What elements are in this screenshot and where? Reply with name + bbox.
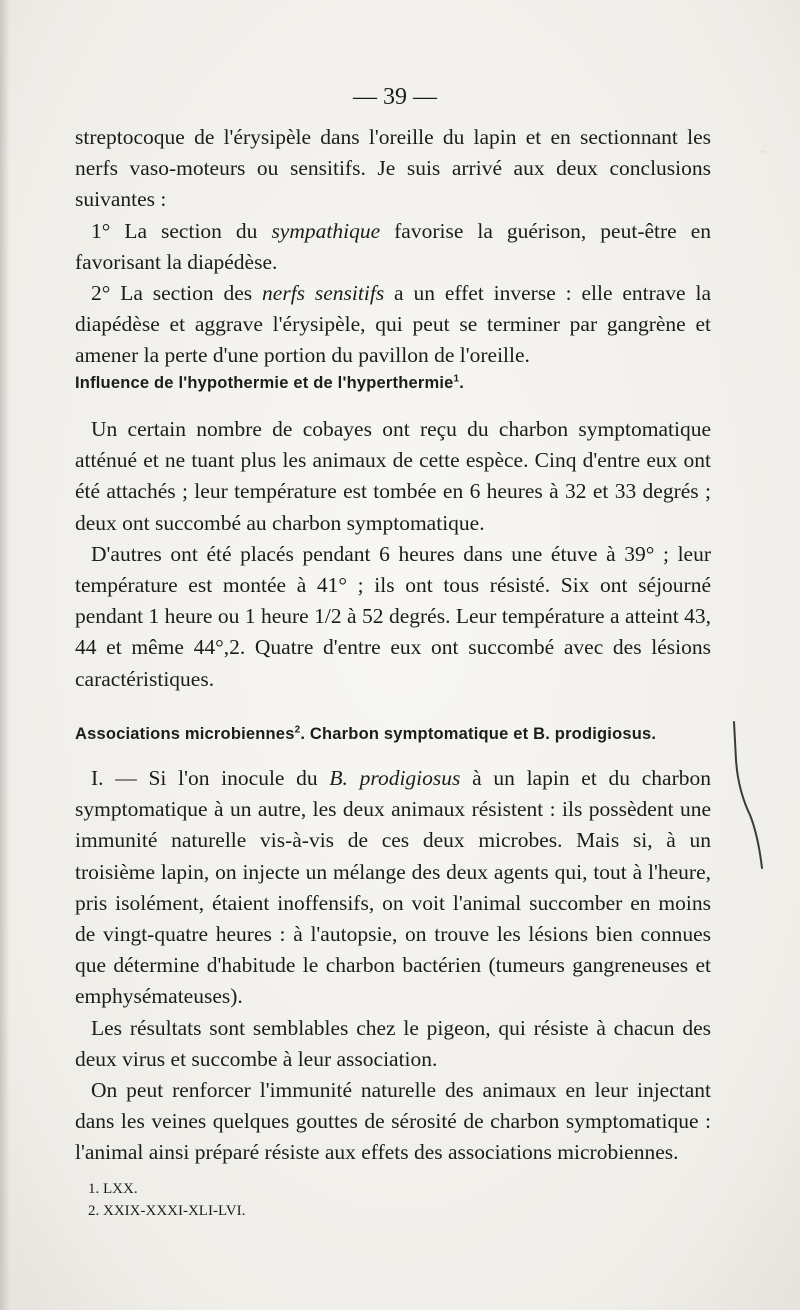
footnote-2: 2. XXIX-XXXI-XLI-LVI.	[88, 1203, 246, 1219]
page-number: — 39 —	[353, 84, 437, 110]
page-binding-shadow	[0, 0, 10, 1310]
item-2-text: a un effet inverse : elle entrave la diapédèse et aggrave l'érysipèle, qui peut se terminer par gangrène et amener la perte d'une portion du pavillon de l'oreille.	[75, 281, 711, 368]
text-block-associations	[75, 763, 711, 1169]
paragraph: Les résultats sont semblables chez le pigeon, qui résiste à chacun des deux virus et succombe à leur association.	[75, 1015, 711, 1071]
paragraph-text: à un lapin et du charbon symptomatique à un autre, les deux animaux résistent : ils possèdent une immunité naturelle vis-à-vis de ces deux microbes. Mais si, à un troisième lapin, on injecte un mélange des deux agents qui, tout à l'heure, pris isolément, étaient inoffensifs, on voit l'animal succomber en moins de vingt-quatre heures : à l'autopsie, on trouve les lésions bien connues que détermine d'habitude le charbon bactérien (tumeurs gangreneuses et emphysémateuses).	[75, 766, 711, 1009]
paragraph	[75, 763, 711, 1013]
item-2-emphasis: nerfs sensitifs	[262, 281, 385, 306]
footnotes	[88, 1178, 245, 1222]
footnote-ref: 2	[294, 724, 301, 736]
item-2-prefix: 2° La section des	[91, 281, 263, 306]
paragraph: On peut renforcer l'immunité naturelle des animaux en leur injectant dans les veines quelques gouttes de sérosité de charbon symptomatique : l'animal ainsi préparé résiste aux effets des associations microbiennes.	[75, 1078, 711, 1165]
heading-text: Associations microbiennes	[75, 725, 295, 743]
item-1-text: favorise la guérison, peut-être en favorisant la diapédèse.	[75, 218, 711, 274]
heading-text: . Charbon symptomatique et B. prodigiosus.	[300, 725, 657, 743]
heading-text: Influence de l'hypothermie et de l'hyperthermie	[75, 374, 454, 392]
text-block-hypothermia	[75, 414, 711, 695]
paragraph: D'autres ont été placés pendant 6 heures dans une étuve à 39° ; leur température est montée à 41° ; ils ont tous résisté. Six ont séjourné pendant 1 heure ou 1 heure 1/2 à 52 degrés. Leur température a atteint 43, 44 et même 44°,2. Quatre d'entre eux ont succombé avec des lésions caractéristiques.	[75, 541, 711, 691]
paragraph-prefix: I. — Si l'on inocule du	[91, 766, 330, 790]
paper-speck	[760, 150, 766, 153]
paragraph: Un certain nombre de cobayes ont reçu du charbon symptomatique atténué et ne tuant plus les animaux de cette espèce. Cinq d'entre eux ont été attachés ; leur température est tombée en 6 heures à 32 et 33 degrés ; deux ont succombé au charbon symptomatique.	[75, 417, 711, 535]
paragraph-item-1	[75, 216, 711, 278]
footnote-1: 1. LXX.	[88, 1181, 138, 1197]
paragraph: streptocoque de l'érysipèle dans l'oreille du lapin et en sectionnant les nerfs vaso-moteurs ou sensitifs. Je suis arrivé aux deux conclusions suivantes :	[75, 125, 711, 212]
species-emphasis: B. prodigiosus	[329, 766, 461, 790]
footnote-ref: 1	[453, 373, 460, 385]
item-1-prefix: 1° La section du	[91, 218, 272, 243]
section-heading-hypothermia	[75, 374, 464, 393]
heading-trail: .	[459, 374, 465, 392]
section-heading-associations	[75, 725, 656, 744]
margin-pencil-mark	[728, 720, 768, 870]
paragraph-item-2	[75, 278, 711, 372]
text-block-intro	[75, 122, 711, 372]
item-1-emphasis: sympathique	[271, 218, 381, 243]
